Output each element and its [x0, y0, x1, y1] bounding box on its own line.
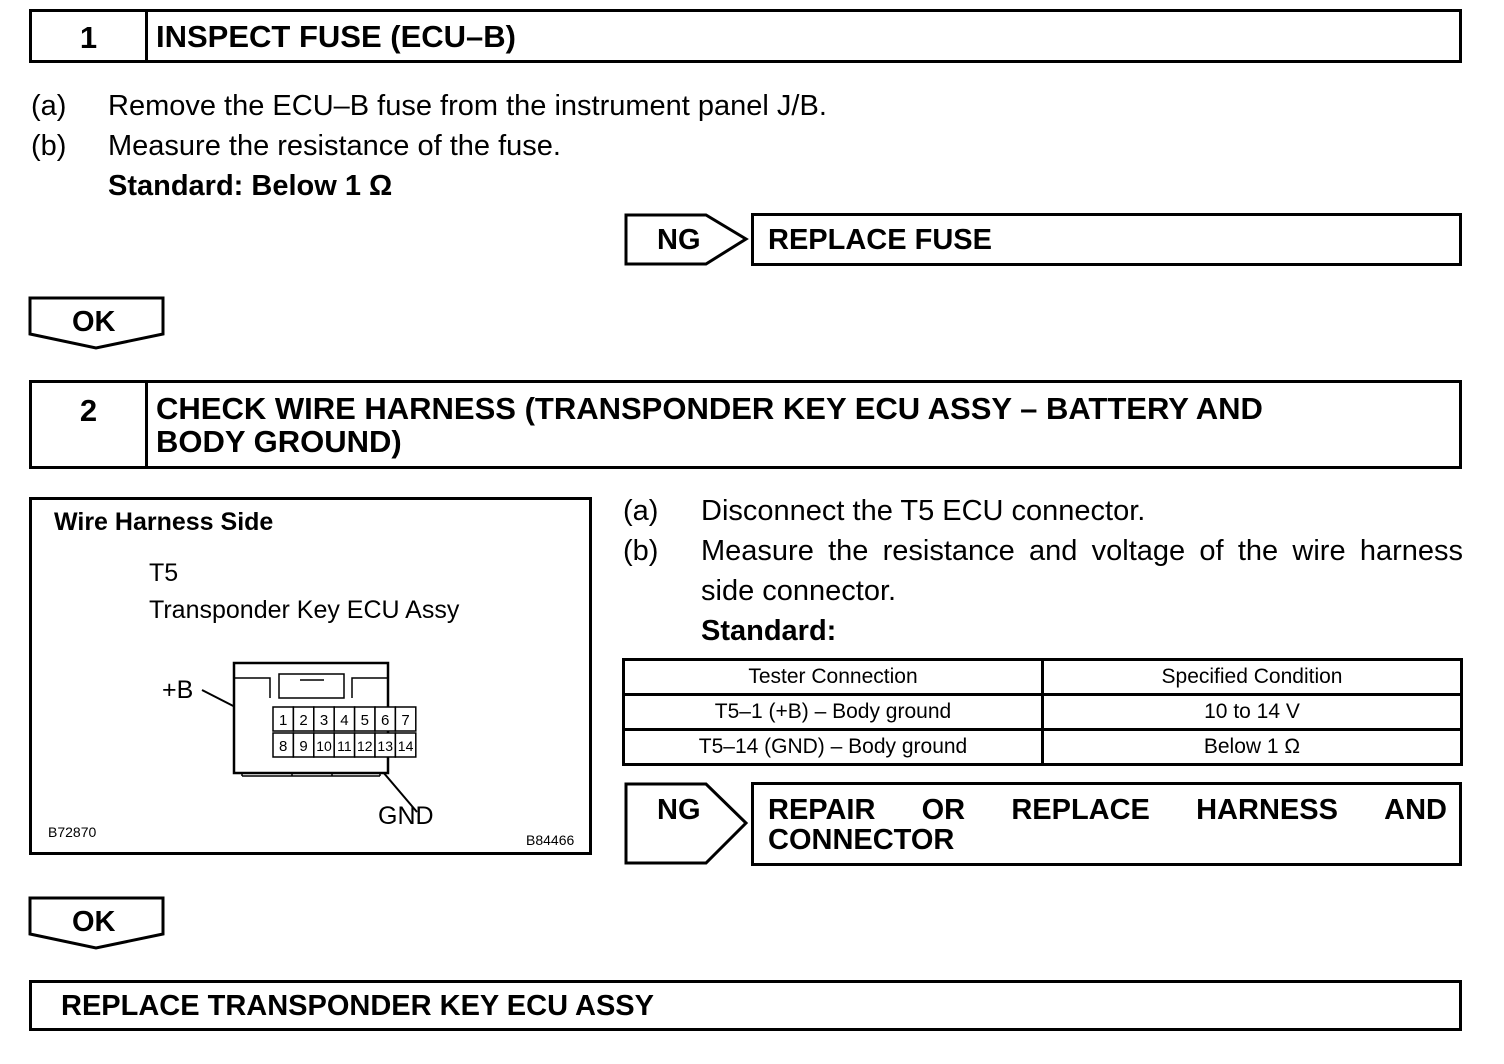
step2-item-a-label: (a)	[623, 495, 659, 527]
table-header: Tester Connection	[624, 660, 1043, 695]
step1-ng-action: REPLACE FUSE	[768, 224, 992, 256]
table-row	[624, 695, 1462, 730]
connector-figure	[29, 497, 592, 855]
ng-action-word: HARNESS	[1196, 794, 1338, 826]
ng-action-word: REPLACE	[1011, 794, 1150, 826]
plus-b-label: +B	[162, 676, 194, 704]
step2-number: 2	[32, 383, 148, 466]
connector-pin-number: 1	[279, 712, 288, 729]
step1-ok-label: OK	[72, 306, 116, 338]
step1-ng-action-box	[751, 213, 1462, 266]
ng-action-word: OR	[921, 794, 966, 826]
step1-title: INSPECT FUSE (ECU–B)	[156, 19, 516, 54]
final-action-box	[29, 980, 1462, 1031]
step2-ok-label: OK	[72, 906, 116, 938]
step1-header	[29, 9, 1462, 63]
connector-pin-number: 5	[360, 712, 369, 729]
figure-code-right: B84466	[526, 832, 575, 848]
step2-ng-action-line2: CONNECTOR	[768, 824, 955, 856]
table-cell: T5–1 (+B) – Body ground	[624, 695, 1043, 730]
step1-number: 1	[32, 12, 148, 60]
connector-pin-number: 10	[316, 738, 332, 754]
step1-item-b-label: (b)	[31, 130, 67, 162]
connector-pin-number: 4	[340, 712, 349, 729]
table-header: Specified Condition	[1043, 660, 1462, 695]
connector-pin-number: 12	[357, 738, 373, 754]
table-cell: 10 to 14 V	[1043, 695, 1462, 730]
connector-id: T5	[149, 559, 179, 587]
final-action-title: REPLACE TRANSPONDER KEY ECU ASSY	[61, 990, 654, 1022]
gnd-label: GND	[378, 802, 434, 830]
ng-action-word: AND	[1384, 794, 1447, 826]
step1-ng-label: NG	[657, 224, 701, 256]
step1-item-a-text: Remove the ECU–B fuse from the instrument panel J/B.	[108, 90, 827, 122]
figure-heading: Wire Harness Side	[54, 508, 274, 536]
table-cell: Below 1 Ω	[1043, 730, 1462, 765]
step2-item-b-text-line1: Measure the resistance and voltage of the wire harness	[701, 535, 1463, 567]
step2-ng-label: NG	[657, 794, 701, 826]
ng-action-word: REPAIR	[768, 794, 876, 826]
step1-item-a-label: (a)	[31, 90, 67, 122]
step2-title-line2: BODY GROUND)	[156, 424, 402, 459]
step2-item-b-text-line2: side connector.	[701, 575, 897, 607]
connector-drawing	[172, 660, 414, 820]
connector-pin-number: 13	[377, 738, 393, 754]
step1-item-b-text: Measure the resistance of the fuse.	[108, 130, 561, 162]
connector-pin-number: 8	[279, 738, 288, 755]
step2-header	[29, 380, 1462, 469]
table-header-row	[624, 660, 1462, 695]
connector-pin-number: 2	[299, 712, 308, 729]
step2-item-a-text: Disconnect the T5 ECU connector.	[701, 495, 1146, 527]
connector-pin-number: 7	[401, 712, 410, 729]
spec-table	[622, 658, 1463, 766]
connector-pin-number: 14	[397, 738, 414, 754]
connector-pin-number: 9	[299, 738, 308, 755]
table-cell: T5–14 (GND) – Body ground	[624, 730, 1043, 765]
step2-ng-action-box	[751, 782, 1462, 866]
step2-title-line1: CHECK WIRE HARNESS (TRANSPONDER KEY ECU ASSY – BATTERY AND	[156, 391, 1263, 426]
step2-item-b-label: (b)	[623, 535, 659, 567]
connector-pin-number: 11	[337, 738, 352, 754]
table-row	[624, 730, 1462, 765]
connector-pin-number: 6	[381, 712, 390, 729]
connector-pin-number: 3	[319, 712, 329, 729]
connector-name: Transponder Key ECU Assy	[149, 596, 460, 624]
step1-standard: Standard: Below 1 Ω	[108, 170, 393, 202]
step2-standard: Standard:	[701, 615, 837, 647]
figure-code-left: B72870	[48, 824, 97, 840]
step2-ng-action-line1	[768, 794, 1447, 827]
